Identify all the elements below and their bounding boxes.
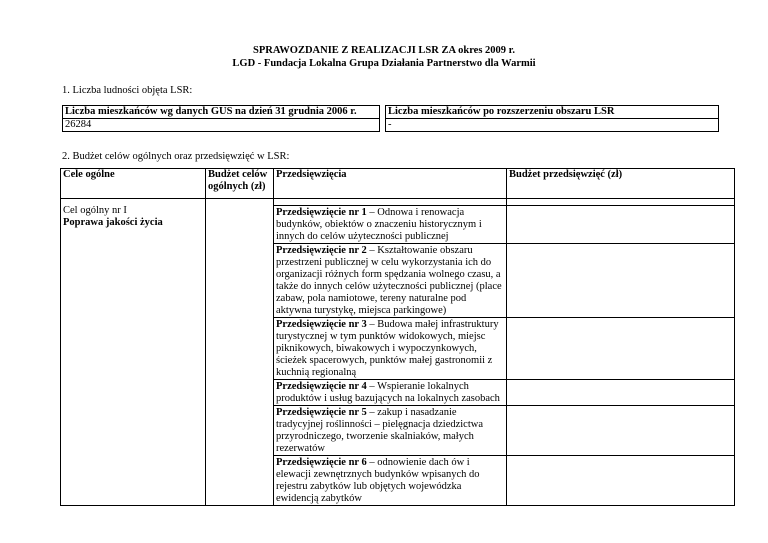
task-2-text: – Kształtowanie obszaru przestrzeni publicznej w celu wykorzystania ich do organizacji różnych form spędzania wolnego czasu, a także do innych celów użyteczności publicznej (place zabaw, pola namiotowe, tereny naturalne pod aktywna turystykę, miejsca parkingowe) xyxy=(276,245,502,316)
task-6 xyxy=(274,456,507,506)
section-1-heading: 1. Liczba ludności objęta LSR: xyxy=(62,85,193,96)
goal-budget-cell xyxy=(206,199,274,506)
task-3 xyxy=(274,318,507,380)
task-4-label: Przedsięwzięcie nr 4 xyxy=(276,381,367,392)
tasks-budget-header: Budżet przedsięwzięć (zł) xyxy=(507,169,735,199)
goals-budget-header: Budżet celów ogólnych (zł) xyxy=(206,169,274,199)
population-extended-value: - xyxy=(386,119,719,132)
task-2 xyxy=(274,244,507,318)
tasks-header: Przedsięwzięcia xyxy=(274,169,507,199)
task-6-budget xyxy=(507,456,735,506)
task-3-text: – Budowa małej infrastruktury turystycznej w tym punktów widokowych, miejsc piknikowych, biwakowych i wypoczynkowych, ścieżek spacerowych, punktów małej gastronomii z kuchnią regionalną xyxy=(276,319,499,378)
task-1 xyxy=(274,206,507,244)
task-5 xyxy=(274,406,507,456)
task-1-label: Przedsięwzięcie nr 1 xyxy=(276,207,367,218)
task-5-budget xyxy=(507,406,735,456)
task-2-budget xyxy=(507,244,735,318)
budget-table xyxy=(60,168,735,506)
task-2-label: Przedsięwzięcie nr 2 xyxy=(276,245,367,256)
task-4-budget xyxy=(507,380,735,406)
task-5-label: Przedsięwzięcie nr 5 xyxy=(276,407,367,418)
goal-name: Poprawa jakości życia xyxy=(63,217,163,228)
task-6-label: Przedsięwzięcie nr 6 xyxy=(276,457,367,468)
goal-number: Cel ogólny nr I xyxy=(63,205,127,216)
tasks-budget-spacer xyxy=(507,199,735,206)
goals-header: Cele ogólne xyxy=(61,169,206,199)
population-table xyxy=(62,105,719,132)
task-3-label: Przedsięwzięcie nr 3 xyxy=(276,319,367,330)
task-4-text: – Wspieranie lokalnych produktów i usług bazujących na lokalnych zasobach xyxy=(276,381,500,404)
population-gus-header: Liczba mieszkańców wg danych GUS na dzień 31 grudnia 2006 r. xyxy=(63,106,380,119)
task-5-text: – zakup i nasadzanie tradycyjnej roślinności – pielęgnacja dziedzictwa przyrodniczego, tworzenie skalniaków, małych rezerwatów xyxy=(276,407,484,454)
document-title-line-1: SPRAWOZDANIE Z REALIZACJI LSR ZA okres 2009 r. xyxy=(253,45,515,56)
task-1-budget xyxy=(507,206,735,244)
population-gus-value: 26284 xyxy=(63,119,380,132)
task-4 xyxy=(274,380,507,406)
goal-cell xyxy=(61,199,206,506)
task-1-text: – Odnowa i renowacja budynków, obiektów o znaczeniu historycznym i innych do celów użyteczności publicznej xyxy=(276,207,482,242)
task-6-text: – odnowienie dach ów i elewacji zewnętrznych budynków wpisanych do rejestru zabytków lub objętych wojewódzka ewidencją zabytków xyxy=(276,457,480,504)
document-title-line-2: LGD - Fundacja Lokalna Grupa Działania Partnerstwo dla Warmii xyxy=(232,58,536,69)
tasks-spacer xyxy=(274,199,507,206)
section-2-heading: 2. Budżet celów ogólnych oraz przedsięwzięć w LSR: xyxy=(62,151,290,162)
population-extended-header: Liczba mieszkańców po rozszerzeniu obszaru LSR xyxy=(386,106,719,119)
task-3-budget xyxy=(507,318,735,380)
